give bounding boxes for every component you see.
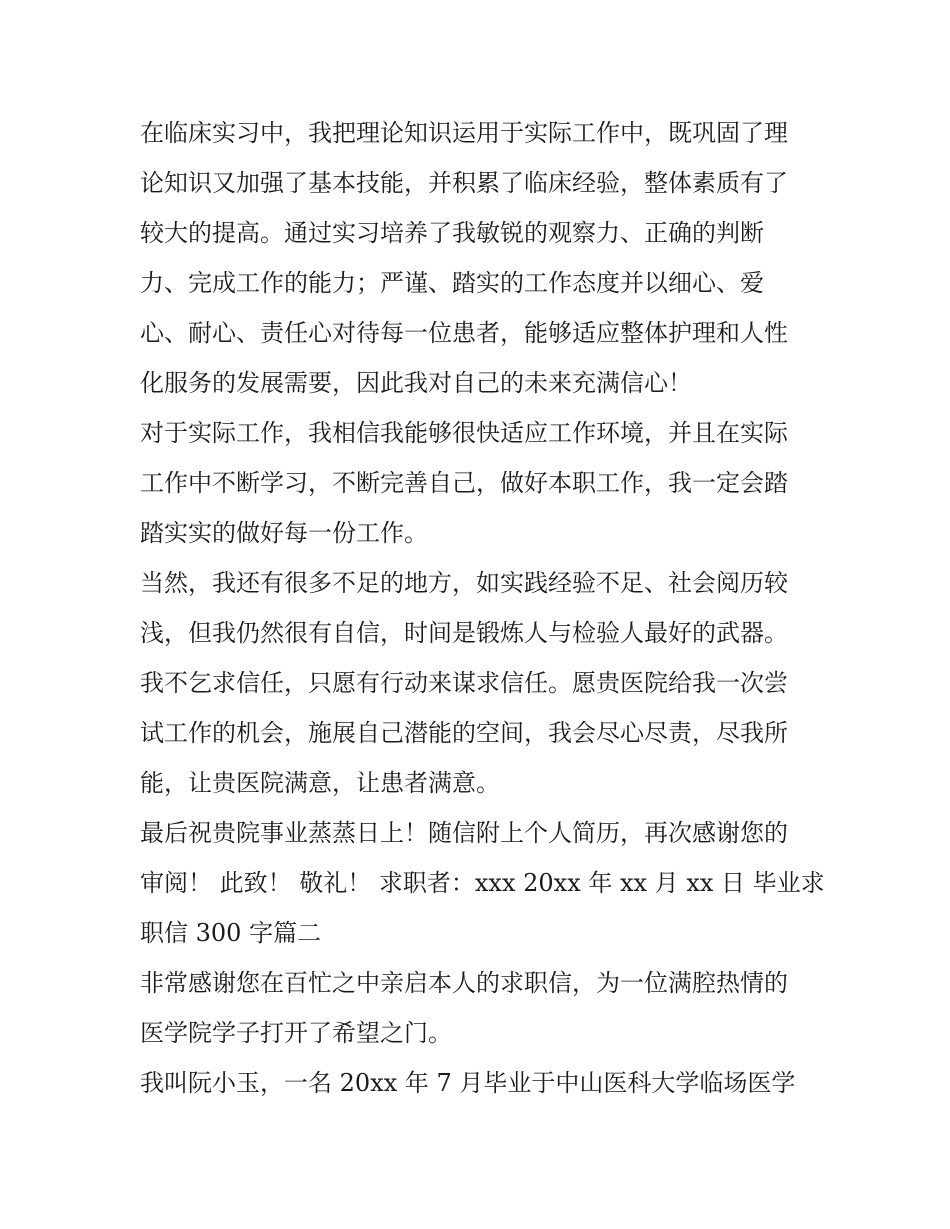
text-line: 在临床实习中，我把理论知识运用于实际工作中，既巩固了理: [140, 119, 788, 147]
paragraph-closing: [140, 808, 825, 958]
paragraph-introduction: [140, 1058, 815, 1108]
text-line: 较大的提高。通过实习培养了我敏锐的观察力、正确的判断: [140, 219, 764, 247]
paragraph-shortcomings: [140, 558, 815, 808]
paragraph-work-attitude: [140, 408, 815, 558]
text-line: 当然，我还有很多不足的地方，如实践经验不足、社会阅历较: [140, 569, 788, 597]
text-line: 化服务的发展需要，因此我对自己的未来充满信心！: [140, 369, 692, 397]
text-line: 论知识又加强了基本技能，并积累了临床经验，整体素质有了: [140, 169, 788, 197]
paragraph-thanks: [140, 958, 815, 1058]
text-line: 力、完成工作的能力；严谨、踏实的工作态度并以细心、爱: [140, 269, 764, 297]
text-line: 对于实际工作，我相信我能够很快适应工作环境，并且在实际: [140, 419, 788, 447]
text-line: 试工作的机会，施展自己潜能的空间，我会尽心尽责，尽我所: [140, 719, 788, 747]
text-line: 浅，但我仍然很有自信，时间是锻炼人与检验人最好的武器。: [140, 619, 788, 647]
text-line: 我不乞求信任，只愿有行动来谋求信任。愿贵医院给我一次尝: [140, 669, 788, 697]
text-line: 工作中不断学习，不断完善自己，做好本职工作，我一定会踏: [140, 469, 788, 497]
text-line: 最后祝贵院事业蒸蒸日上！随信附上个人简历，再次感谢您的: [140, 819, 788, 847]
text-line: 心、耐心、责任心对待每一位患者，能够适应整体护理和人性: [140, 319, 788, 347]
document-body: [140, 108, 825, 1108]
text-line: 能，让贵医院满意，让患者满意。: [140, 769, 500, 797]
text-line: 非常感谢您在百忙之中亲启本人的求职信，为一位满腔热情的: [140, 969, 788, 997]
text-line: 职信 300 字篇二: [140, 919, 322, 947]
text-line: 审阅！ 此致！ 敬礼！ 求职者：xxx 20xx 年 xx 月 xx 日 毕业求: [140, 869, 825, 897]
text-line: 踏实实的做好每一份工作。: [140, 519, 428, 547]
paragraph-internship-reflection: [140, 108, 815, 408]
text-line: 我叫阮小玉，一名 20xx 年 7 月毕业于中山医科大学临场医学: [140, 1069, 796, 1097]
text-line: 医学院学子打开了希望之门。: [140, 1019, 452, 1047]
